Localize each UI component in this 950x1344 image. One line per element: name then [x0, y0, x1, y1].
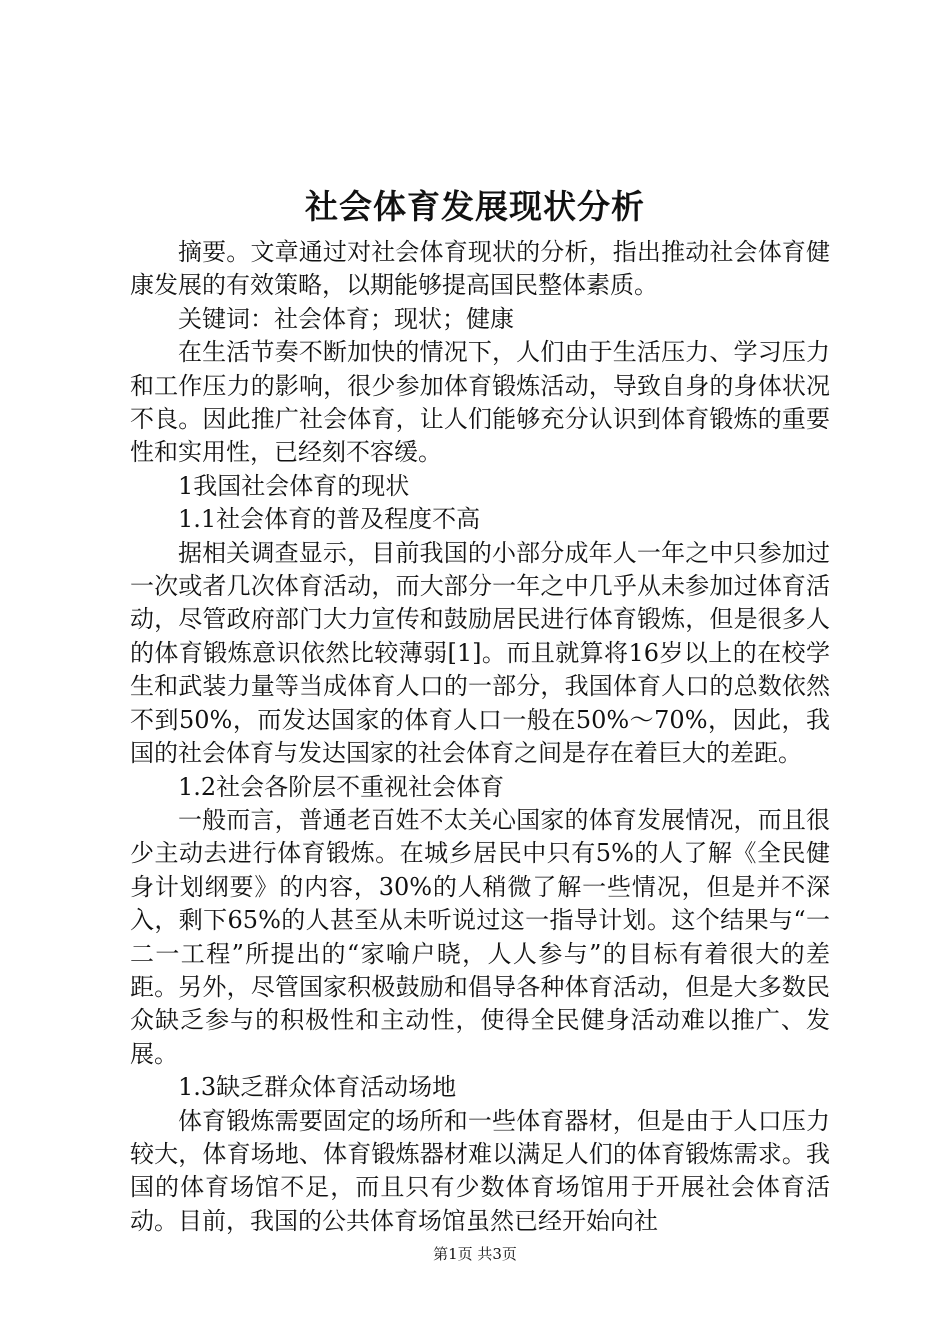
subsection-heading: 1.2社会各阶层不重视社会体育	[178, 772, 505, 801]
keywords-paragraph: 关键词：社会体育；现状；健康	[178, 304, 514, 333]
subsection-heading: 1.1社会体育的普及程度不高	[178, 505, 481, 534]
section-heading: 1我国社会体育的现状	[178, 471, 410, 500]
body-paragraph: 据相关调查显示，目前我国的小部分成年人一年之中只参加过一次或者几次体育活动，而大部分一年之中几乎从未参加过体育活动，尽管政府部门大力宣传和鼓励居民进行体育锻炼，但是很多人的体育锻炼意识依然比较薄弱[1]。而且就算将16岁以上的在校学生和武装力量等当成体育人口的一部分，我国体育人口的总数依然不到50%，而发达国家的体育人口一般在50%～70%，因此，我国的社会体育与发达国家的社会体育之间是存在着巨大的差距。	[130, 538, 830, 768]
abstract-paragraph: 摘要。文章通过对社会体育现状的分析，指出推动社会体育健康发展的有效策略，以期能够提高国民整体素质。	[130, 238, 830, 300]
subsection-heading: 1.3缺乏群众体育活动场地	[178, 1073, 457, 1102]
body-paragraph: 一般而言，普通老百姓不太关心国家的体育发展情况，而且很少主动去进行体育锻炼。在城乡居民中只有5%的人了解《全民健身计划纲要》的内容，30%的人稍微了解一些情况，但是并不深入，剩下65%的人甚至从未听说过这一指导计划。这个结果与“一二一工程”所提出的“家喻户晓，人人参与”的目标有着很大的差距。另外，尽管国家积极鼓励和倡导各种体育活动，但是大多数民众缺乏参与的积极性和主动性，使得全民健身活动难以推广、发展。	[130, 805, 830, 1068]
document-body	[130, 236, 830, 1238]
body-paragraph: 体育锻炼需要固定的场所和一些体育器材，但是由于人口压力较大，体育场地、体育锻炼器材难以满足人们的体育锻炼需求。我国的体育场馆不足，而且只有少数体育场馆用于开展社会体育活动。目前，我国的公共体育场馆虽然已经开始向社	[130, 1106, 830, 1235]
intro-paragraph: 在生活节奏不断加快的情况下，人们由于生活压力、学习压力和工作压力的影响，很少参加体育锻炼活动，导致自身的身体状况不良。因此推广社会体育，让人们能够充分认识到体育锻炼的重要性和实用性，已经刻不容缓。	[130, 338, 830, 467]
document-title: 社会体育发展现状分析	[305, 187, 645, 226]
page-number-footer: 第1页 共3页	[433, 1245, 517, 1263]
